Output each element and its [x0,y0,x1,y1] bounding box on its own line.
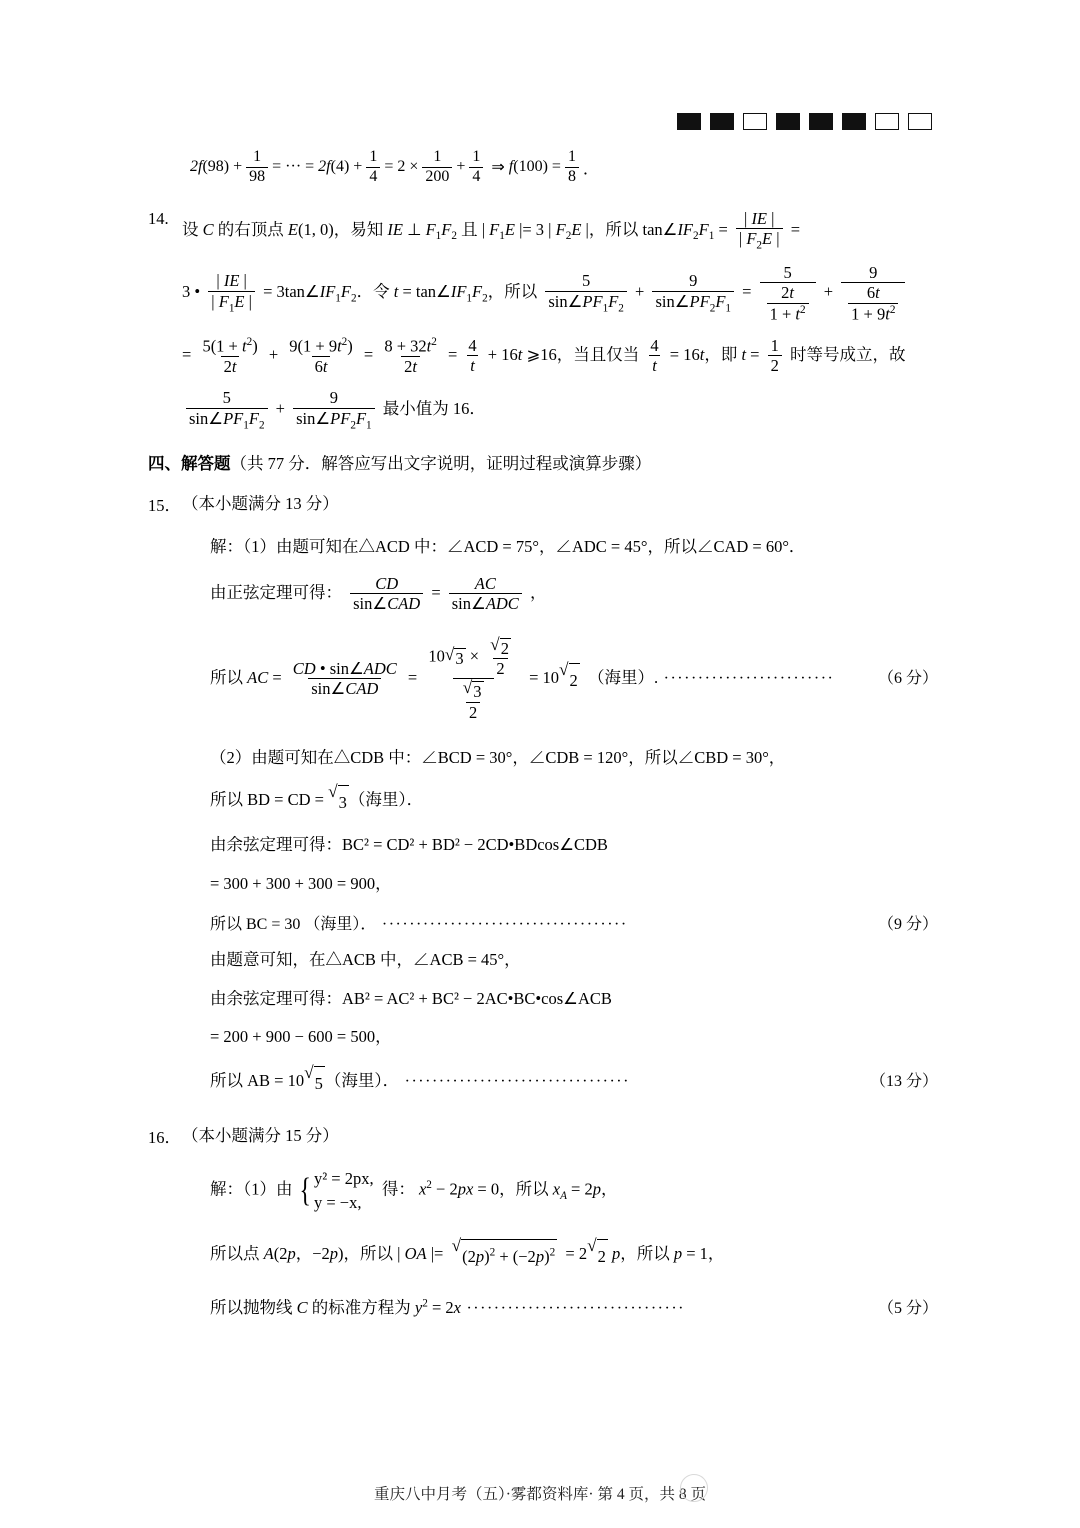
q15-line-8-text: 所以 BC = 30 （海里）． [210,915,377,933]
q15-line-4: （2）由题可知在△CDB 中：∠BCD = 30°，∠CDB = 120°，所以∠CBD = 30°， [210,748,786,768]
q15-score-13: （13 分） [869,1073,938,1091]
item-number-14: 14. [148,208,169,228]
section-desc: （共 77 分．解答应写出文字说明，证明过程或演算步骤） [230,454,652,474]
q15-line-9: 由题意可知，在△ACB 中，∠ACB = 45°， [210,949,521,969]
q14-line-4: $\frac{5}{\sin\angle PF_1F_2}$ + $\frac{9}{\sin\angle PF_2F_1}$ 最小值为 16． [182,388,938,432]
dot-leader: ···································· [376,915,628,933]
page-marker-barcode [677,113,932,130]
footer-text: 重庆八中月考（五）·雾都资料库· 第 4 页，共 8 页 [374,1486,706,1503]
q16-line-1: 解：（1）由 { y² = 2px, y = −x, 得： $x^2 - 2px = 0$，所以 $x_A = 2p$， [182,1167,938,1215]
page-content [148,148,938,1324]
marker-block-2 [710,113,734,130]
q13-tail-line: 2f (98) + $\frac{1}{98}$ = ··· = 2f (4) + $\frac{1}{4}$ = 2 × $\frac{1}{200}$ + $\frac{1}{4}$ ⇒ f (100) = $\frac{1}{8}$ ． [190,148,599,185]
dot-leader: ································ [460,1300,685,1318]
q16-line-3: 所以抛物线 C 的标准方程为 $y^2 = 2x$ ································ （5 分） [182,1291,938,1324]
item-number-15: 15． [148,496,181,516]
q15-line-2: 由正弦定理可得： $\frac{CD}{\text{sin∠CAD}}$ = $\frac{AC}{\text{sin∠ADC}}$ ， [210,573,547,614]
marker-block-4 [776,113,800,130]
q16-case-1: y² = 2px, [313,1169,374,1189]
q16-line-2: 所以点 A(2p，−2p)，所以 | OA |= √ $(2p)^2 + (-2p)^2$ = 2 √ 2 p，所以 p = 1， [182,1237,938,1273]
q15-line-1: 解：（1）由题可知在△ACD 中：∠ACD = 75°，∠ADC = 45°，所以∠CAD = 60°． [210,536,806,556]
q15-score-6: （6 分） [877,669,938,687]
q14-line-1: 设 C 的右顶点 E(1, 0)，易知 IE ⊥ $F_1F_2$ 且 | $F_1E$ |= 3 | $F_2E$ |，所以 $\tan\angle IF_2F_1$ = $\frac{| IE |}{| F_2E |}$ = [182,208,800,252]
q16-score-5: （5 分） [877,1300,938,1318]
answer-item-16 [148,1124,938,1324]
answer-item-15 [148,492,938,1100]
q15-line-3: 所以 AC = $\frac{\text{CD • sin∠ADC}}{\text{sin∠CAD}}$ = 10 √ 3 × √ 2 2 √ 3 2 = 10 √ 2 （海里）. ························· （6 分） [210,634,938,722]
marker-block-3 [743,113,767,130]
section-title: 四、解答题 [148,455,231,474]
q15-line-7: = 300 + 300 + 300 = 900， [210,874,392,894]
q15-line-10: 由余弦定理可得：AB² = AC² + BC² − 2AC•BC•cos∠ACB [210,988,612,1008]
q15-line-5: 所以 BD = CD = √ 3 （海里）． [182,783,938,819]
q15-line-12: 所以 AB = 10 √ 5 （海里）． ································· （13 分） [182,1064,938,1100]
q14-line-3: = $\frac{5(1 + t^2)}{2t}$ + $\frac{9(1 + 9t^2)}{6t}$ = $\frac{8 + 32t^2}{2t}$ = $\frac{4}{t}$ + 16t ⩾16，当且仅当 $\frac{4}{t}$ = 16t，即 t = $\frac{1}{2}$ 时等号成立，故 [182,335,906,376]
q14-line-2: 3 • $\frac{| IE |}{| F_1E |}$ = $3\tan\angle IF_1F_2$．令 $t = \tan\angle IF_1F_2$，所以 $\frac{5}{\sin\angle PF_1F_2}$ + $\frac{9}{\sin\angle PF_2F_1}$ = $\frac{5}{\frac{2t}{1 + t^2}}$ + $\frac{9}{\frac{6t}{1 + 9t^2}}$ [182,263,938,324]
marker-block-6 [842,113,866,130]
q15-line-6: 由余弦定理可得：BC² = CD² + BD² − 2CD•BDcos∠CDB [210,835,608,855]
marker-block-1 [677,113,701,130]
marker-block-7 [875,113,899,130]
answer-item-14 [148,209,938,432]
marker-block-5 [809,113,833,130]
section-heading [148,450,938,474]
q15-head: （本小题满分 13 分） [182,494,339,514]
marker-block-8 [908,113,932,130]
dot-leader: ································· [399,1073,630,1091]
q15-score-9: （9 分） [877,915,938,933]
page-footer [0,1482,1080,1504]
q16-head: （本小题满分 15 分） [182,1126,339,1146]
q15-line-8 [182,911,938,934]
q15-line-11: = 200 + 900 − 600 = 500， [210,1027,392,1047]
item-number-16: 16． [148,1128,181,1148]
q16-case-2: y = −x, [313,1193,362,1213]
dot-leader: ························· [658,669,835,687]
